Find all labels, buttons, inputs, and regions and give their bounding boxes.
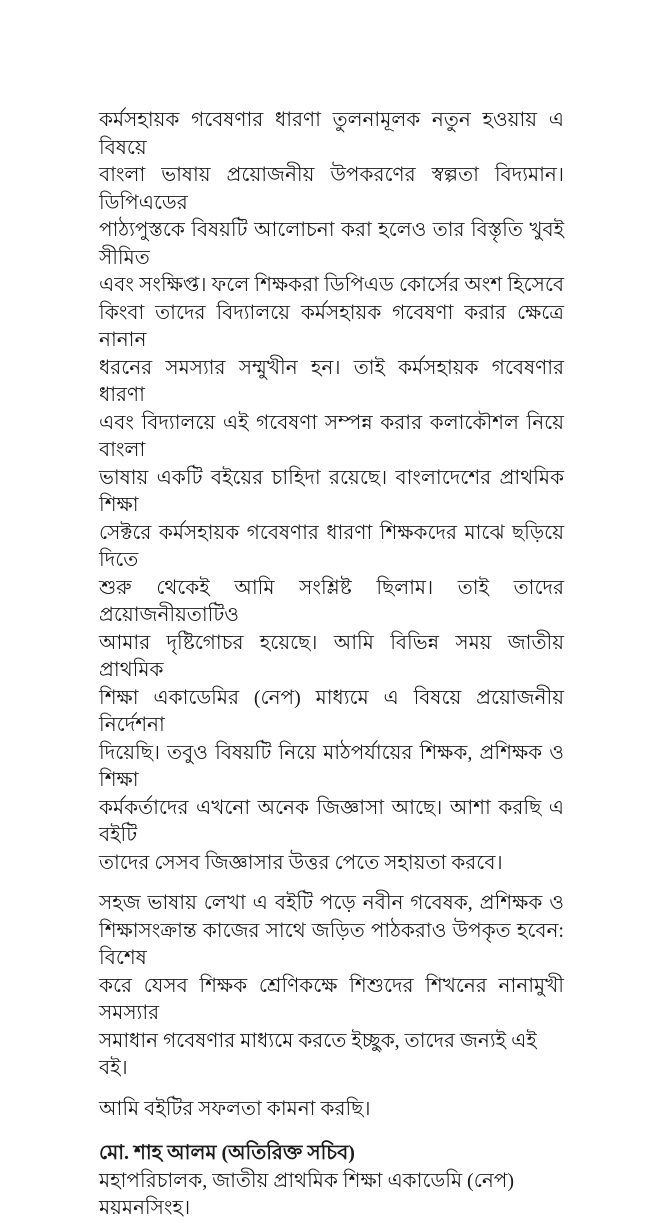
body-line: ধরনের সমস্যার সম্মুখীন হন। তাই কর্মসহায়ক গবেষণার ধারণা <box>99 356 564 406</box>
signatory-name: মো. শাহ আলম (অতিরিক্ত সচিব) <box>99 1142 355 1164</box>
body-line: আমি বইটির সফলতা কামনা করছি। <box>99 1097 371 1120</box>
body-line: এবং বিদ্যালয়ে এই গবেষণা সম্পন্ন করার কলাকৌশল নিয়ে বাংলা <box>99 411 564 461</box>
body-line: শুরু থেকেই আমি সংশ্লিষ্ট ছিলাম। তাই তাদের প্রয়োজনীয়তাটিও <box>99 576 564 626</box>
body-line: কিংবা তাদের বিদ্যালয়ে কর্মসহায়ক গবেষণা করার ক্ষেত্রে নানান <box>99 301 564 351</box>
body-line: শিক্ষা একাডেমির (নেপ) মাধ্যমে এ বিষয়ে প্রয়োজনীয় নির্দেশনা <box>99 686 564 736</box>
body-line: সমাধান গবেষণার মাধ্যমে করতে ইচ্ছুক, তাদের জন্যই এই বই। <box>99 1029 537 1079</box>
body-line: সেক্টরে কর্মসহায়ক গবেষণার ধারণা শিক্ষকদের মাঝে ছড়িয়ে দিতে <box>99 521 564 571</box>
signatory-designation: মহাপরিচালক, জাতীয় প্রাথমিক শিক্ষা একাডেমি (নেপ) <box>99 1169 514 1192</box>
preface-paragraph-3 <box>99 1096 564 1124</box>
body-line: পাঠ্যপুস্তকে বিষয়টি আলোচনা করা হলেও তার বিস্তৃতি খুবই সীমিত <box>99 219 564 269</box>
signatory-location: ময়মনসিংহ। <box>99 1197 191 1219</box>
body-line: কর্মকর্তাদের এখনো অনেক জিজ্ঞাসা আছে। আশা করছি এ বইটি <box>99 796 564 846</box>
signature-block <box>99 1140 564 1223</box>
preface-text-block <box>99 107 564 1223</box>
body-line: শিক্ষাসংক্রান্ত কাজের সাথে জড়িত পাঠকরাও উপকৃত হবেন: বিশেষ <box>99 919 564 969</box>
body-line: তাদের সেসব জিজ্ঞাসার উত্তর পেতে সহায়তা করবে। <box>99 851 503 874</box>
body-line: সহজ ভাষায় লেখা এ বইটি পড়ে নবীন গবেষক, প্রশিক্ষক ও <box>99 892 564 914</box>
body-line: বাংলা ভাষায় প্রয়োজনীয় উপকরণের স্বল্পতা বিদ্যমান। ডিপিএডের <box>99 164 564 214</box>
preface-paragraph-1 <box>99 107 564 877</box>
body-line: কর্মসহায়ক গবেষণার ধারণা তুলনামূলক নতুন হওয়ায় এ বিষয়ে <box>99 109 564 159</box>
body-line: করে যেসব শিক্ষক শ্রেণিকক্ষে শিশুদের শিখনের নানামুখী সমস্যার <box>99 974 564 1024</box>
body-line: আমার দৃষ্টিগোচর হয়েছে। আমি বিভিন্ন সময় জাতীয় প্রাথমিক <box>99 631 564 681</box>
body-line: ভাষায় একটি বইয়ের চাহিদা রয়েছে। বাংলাদেশের প্রাথমিক শিক্ষা <box>99 466 564 516</box>
body-line: দিয়েছি। তবুও বিষয়টি নিয়ে মাঠপর্যায়ের শিক্ষক, প্রশিক্ষক ও শিক্ষা <box>99 741 564 791</box>
body-line: এবং সংক্ষিপ্ত। ফলে শিক্ষকরা ডিপিএড কোর্সের অংশ হিসেবে <box>99 274 564 296</box>
preface-paragraph-2 <box>99 890 564 1083</box>
